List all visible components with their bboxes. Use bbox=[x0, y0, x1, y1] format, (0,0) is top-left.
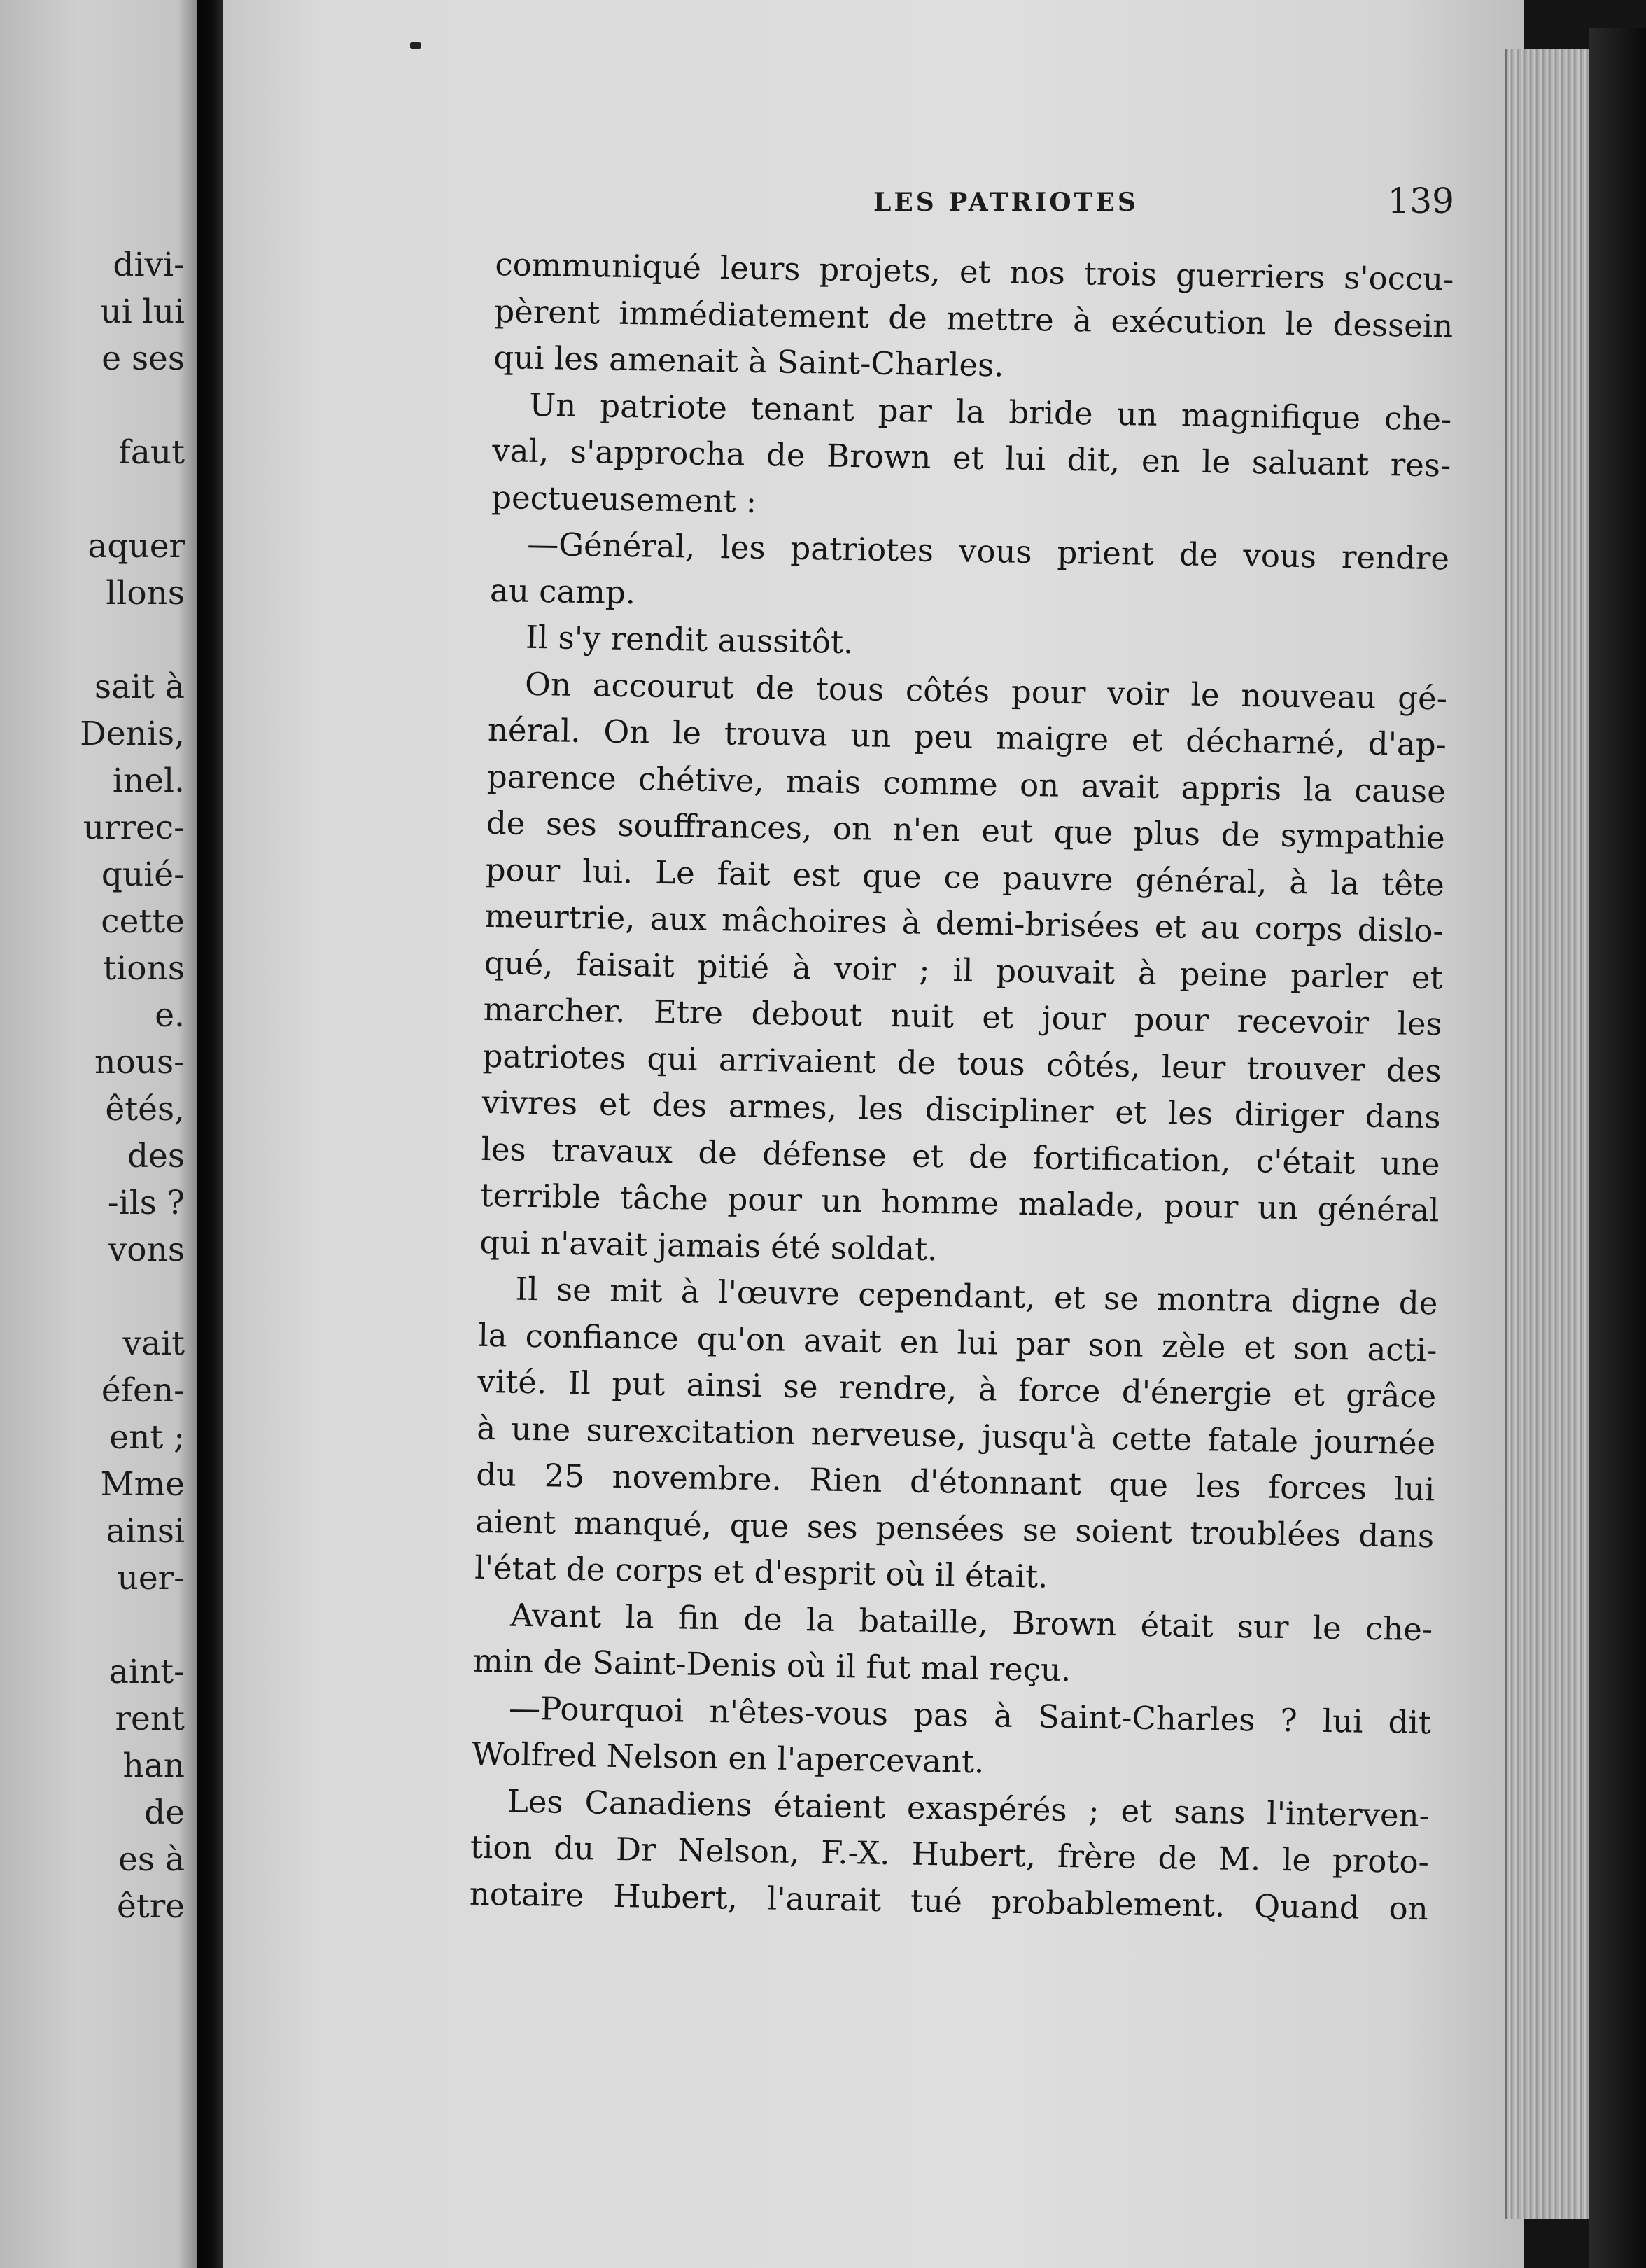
text-line: notaire Hubert, l'aurait tué probablement. Quand on bbox=[469, 1875, 1429, 1927]
previous-page-line: nous- bbox=[94, 1043, 185, 1082]
running-head-title: LES PATRIOTES bbox=[873, 188, 1139, 217]
text-line: l'état de corps et d'esprit où il était. bbox=[474, 1548, 1048, 1595]
previous-page-text bbox=[17, 241, 185, 1930]
previous-page-line: inel. bbox=[112, 762, 185, 800]
text-line: pour lui. Le fait est que ce pauvre général, à la tête bbox=[485, 850, 1445, 903]
previous-page-line: llons bbox=[106, 574, 185, 612]
text-line: Il s'y rendit aussitôt. bbox=[525, 618, 854, 662]
previous-page-line: quié- bbox=[101, 855, 185, 894]
previous-page-line bbox=[17, 382, 185, 429]
text-line: communiqué leurs projets, et nos trois guerriers s'occu- bbox=[495, 245, 1454, 298]
body-text bbox=[469, 241, 1454, 1932]
page-number: 139 bbox=[1387, 181, 1454, 221]
previous-page-line: de bbox=[144, 1793, 185, 1832]
previous-page-line: aquer bbox=[87, 527, 185, 566]
text-line: vité. Il put ainsi se rendre, à force d'énergie et grâce bbox=[477, 1362, 1437, 1415]
text-line: tion du Dr Nelson, F.-X. Hubert, frère de M. le proto- bbox=[470, 1828, 1430, 1881]
previous-page-line: vait bbox=[122, 1324, 185, 1363]
text-line: à une surexcitation nerveuse, jusqu'à cette fatale journée bbox=[476, 1409, 1436, 1462]
text-line: val, s'approcha de Brown et lui dit, en le saluant res- bbox=[491, 431, 1451, 484]
text-line: vivres et des armes, les discipliner et les diriger dans bbox=[481, 1083, 1441, 1136]
previous-page-line bbox=[17, 1273, 185, 1320]
previous-page-line: vons bbox=[108, 1231, 185, 1269]
text-line: du 25 novembre. Rien d'étonnant que les forces lui bbox=[475, 1455, 1435, 1508]
text-line: la confiance qu'on avait en lui par son zèle et son acti- bbox=[478, 1316, 1437, 1368]
previous-page-line: han bbox=[122, 1746, 185, 1785]
text-line: marcher. Etre debout nuit et jour pour recevoir les bbox=[483, 990, 1443, 1043]
text-line: néral. On le trouva un peu maigre et décharné, d'ap- bbox=[487, 710, 1447, 764]
previous-page-line: faut bbox=[118, 433, 185, 472]
previous-page-line: des bbox=[127, 1137, 185, 1175]
previous-page-line: uer- bbox=[117, 1559, 185, 1597]
text-line: Il se mit à l'œuvre cependant, et se montra digne de bbox=[515, 1270, 1438, 1322]
text-line: pectueusement : bbox=[491, 478, 757, 520]
previous-page-line: tions bbox=[103, 949, 185, 988]
previous-page-line bbox=[17, 617, 185, 664]
text-line: qui n'avait jamais été soldat. bbox=[479, 1223, 938, 1268]
previous-page-line: es à bbox=[118, 1840, 185, 1879]
previous-page-line: êtés, bbox=[105, 1090, 185, 1128]
text-line: au camp. bbox=[489, 571, 636, 611]
text-line: Un patriote tenant par la bride un magnifique che- bbox=[528, 386, 1452, 438]
previous-page-line: e. bbox=[155, 996, 185, 1035]
previous-page-line: éfen- bbox=[101, 1371, 185, 1410]
book-gutter bbox=[197, 0, 223, 2268]
previous-page-line: ui lui bbox=[100, 293, 185, 331]
text-line: qui les amenait à Saint-Charles. bbox=[493, 338, 1004, 384]
previous-page-line: divi- bbox=[113, 246, 185, 284]
running-head bbox=[642, 181, 1482, 237]
text-line: meurtrie, aux mâchoires à demi-brisées et au corps dislo- bbox=[484, 897, 1444, 950]
ink-speck bbox=[410, 42, 421, 49]
text-line: les travaux de défense et de fortification, c'était une bbox=[481, 1130, 1440, 1182]
previous-page-line: Mme bbox=[100, 1465, 185, 1504]
previous-page-line bbox=[17, 476, 185, 523]
text-line: de ses souffrances, on n'en eut que plus de sympathie bbox=[486, 804, 1446, 857]
text-line: —Pourquoi n'êtes-vous pas à Saint-Charles ? lui dit bbox=[508, 1689, 1432, 1741]
previous-page-line bbox=[17, 1602, 185, 1648]
text-line: Avant la fin de la bataille, Brown était sur le che- bbox=[509, 1596, 1433, 1648]
text-line: parence chétive, mais comme on avait appris la cause bbox=[486, 757, 1447, 810]
previous-page-line: ent ; bbox=[109, 1418, 185, 1457]
text-line: pèrent immédiatement de mettre à exécution le dessein bbox=[494, 292, 1454, 345]
previous-page-line: cette bbox=[101, 902, 185, 941]
previous-page-fragment bbox=[0, 0, 197, 2268]
previous-page-line: urrec- bbox=[83, 808, 185, 847]
previous-page-line: Denis, bbox=[80, 715, 185, 753]
text-line: On accourut de tous côtés pour voir le nouveau gé- bbox=[524, 665, 1448, 717]
previous-page-line: aint- bbox=[108, 1653, 185, 1691]
previous-page-line: ainsi bbox=[106, 1512, 185, 1550]
page-edges bbox=[1505, 49, 1591, 2219]
previous-page-line: être bbox=[117, 1887, 185, 1926]
book-page bbox=[223, 0, 1524, 2268]
text-line: qué, faisait pitié à voir ; il pouvait à peine parler et bbox=[484, 944, 1444, 996]
text-line: aient manqué, que ses pensées se soient troublées dans bbox=[474, 1502, 1435, 1555]
previous-page-line: sait à bbox=[94, 668, 185, 706]
book-back-edge bbox=[1589, 28, 1646, 2268]
previous-page-line: -ils ? bbox=[107, 1184, 185, 1222]
text-line: min de Saint-Denis où il fut mal reçu. bbox=[472, 1642, 1071, 1689]
text-line: patriotes qui arrivaient de tous côtés, leur trouver des bbox=[482, 1037, 1442, 1089]
text-line: Wolfred Nelson en l'apercevant. bbox=[471, 1735, 985, 1781]
text-line: Les Canadiens étaient exaspérés ; et sans l'interven- bbox=[507, 1782, 1430, 1834]
previous-page-line: rent bbox=[115, 1700, 185, 1738]
previous-page-line: e ses bbox=[101, 340, 185, 378]
text-line: —Général, les patriotes vous prient de vous rendre bbox=[526, 525, 1450, 578]
text-line: terrible tâche pour un homme malade, pour un général bbox=[480, 1176, 1440, 1229]
